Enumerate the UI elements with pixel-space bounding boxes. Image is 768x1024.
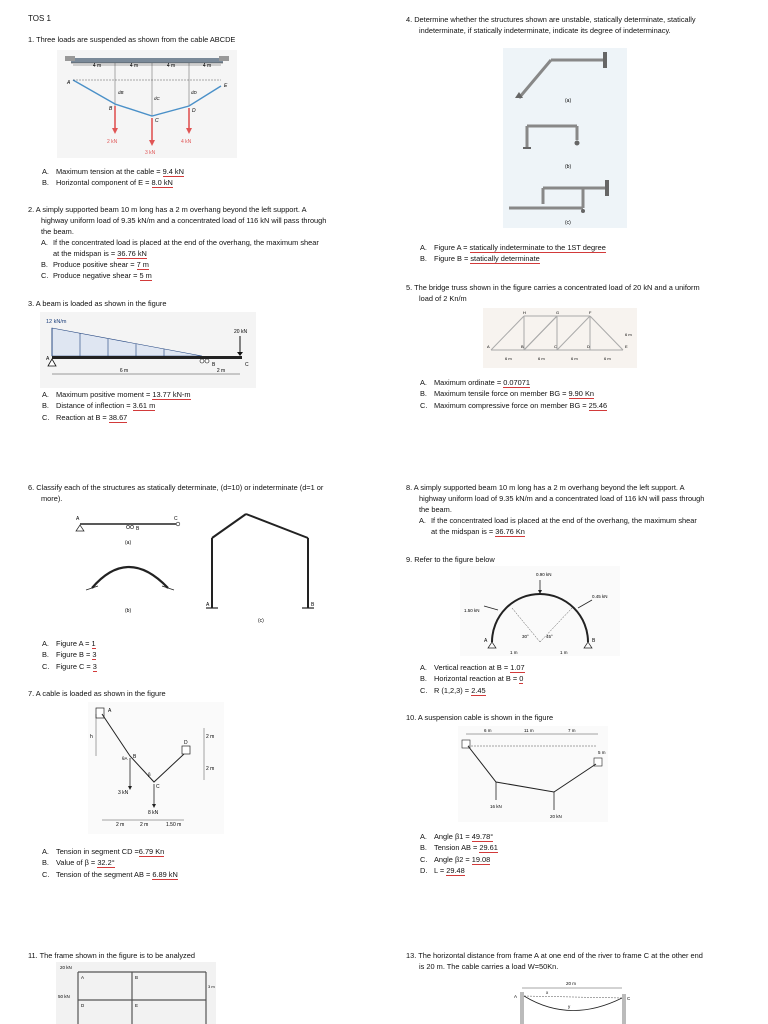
q10-d3: 7 m bbox=[568, 728, 576, 733]
question-5-answers bbox=[420, 377, 607, 411]
q5-point-b: B bbox=[521, 344, 524, 349]
question-13-figure bbox=[510, 978, 634, 1024]
q6-label-a: (a) bbox=[125, 540, 132, 546]
q1-point-a: A bbox=[67, 80, 71, 86]
q9-answer-b: B. Horizontal reaction at B = 0 bbox=[420, 674, 524, 684]
question-3-answers bbox=[42, 389, 191, 423]
question-1-answers bbox=[42, 166, 184, 189]
q8-prompt-line-3: the beam. bbox=[419, 505, 452, 514]
q6-point-b: B bbox=[136, 526, 140, 532]
q11-point-b: B bbox=[135, 975, 139, 980]
q3-load-w: 12 kN/m bbox=[46, 319, 67, 325]
q10-answer-a: A. Angle β1 = 49.78° bbox=[420, 832, 494, 841]
q5-point-a: A bbox=[487, 344, 490, 349]
q3-load-p: 20 kN bbox=[234, 329, 248, 335]
question-9-answers bbox=[420, 662, 525, 696]
q1-point-b: B bbox=[109, 106, 113, 112]
q3-point-b: B bbox=[212, 362, 216, 368]
q5-panel-4: 6 m bbox=[604, 356, 611, 361]
q3-span-1: 6 m bbox=[119, 368, 129, 374]
question-7-figure bbox=[88, 702, 224, 834]
q4-label-b: (b) bbox=[565, 164, 572, 170]
question-9-prompt: 9. Refer to the figure below bbox=[406, 555, 495, 564]
q13-span: 20 m bbox=[566, 981, 577, 986]
question-4-answers bbox=[420, 242, 606, 265]
question-9-figure bbox=[460, 566, 620, 656]
question-8 bbox=[406, 482, 751, 537]
q5-point-e: E bbox=[625, 344, 628, 349]
question-3-figure bbox=[40, 312, 256, 388]
question-11-figure bbox=[56, 962, 216, 1024]
q6-frame-a: A bbox=[206, 602, 210, 608]
q5-point-c: C bbox=[554, 344, 557, 349]
q9-ang1: 30° bbox=[522, 634, 529, 639]
question-10-prompt: 10. A suspension cable is shown in the figure bbox=[406, 713, 554, 722]
q9-point-b: B bbox=[592, 638, 596, 644]
q5-point-d: D bbox=[587, 344, 590, 349]
q9-answer-a: A. Vertical reaction at B = 1.07 bbox=[420, 663, 525, 672]
q4-label-c: (c) bbox=[565, 220, 571, 226]
q3-point-c: C bbox=[245, 362, 249, 368]
q7-beta: β bbox=[148, 772, 151, 777]
q13-point-a: A bbox=[514, 994, 518, 999]
q3-span-2: 2 m bbox=[216, 368, 226, 374]
q1-answer-a: A. Maximum tension at the cable = 9.4 kN bbox=[42, 167, 184, 176]
q10-h: 5 m bbox=[598, 750, 606, 755]
q10-d1: 6 m bbox=[484, 728, 492, 733]
q6-prompt-line-2: more). bbox=[41, 494, 63, 503]
question-1-prompt: 1. Three loads are suspended as shown from the cable ABCDE bbox=[28, 35, 236, 44]
q13-prompt-line-2: is 20 m. The cable carries a load W=50Kn. bbox=[419, 962, 559, 971]
q7-point-c: C bbox=[156, 784, 160, 790]
q7-answer-b: B. Value of β = 32.2° bbox=[42, 858, 115, 868]
q4-prompt-line-2: indeterminate, if statically indeterminate, indicate its degree of indeterminacy. bbox=[419, 26, 671, 35]
q11-point-e: E bbox=[135, 1003, 139, 1008]
q11-point-d: D bbox=[81, 1003, 85, 1008]
q5-answer-b: B. Maximum tensile force on member BG = 9.90 Kn bbox=[420, 389, 594, 399]
q13-prompt-line-1: 13. The horizontal distance from frame A at one end of the river to frame C at the other end bbox=[406, 951, 703, 960]
q3-answer-b: B. Distance of inflection = 3.61 m bbox=[42, 401, 156, 411]
q6-label-c: (c) bbox=[258, 618, 264, 624]
q7-point-a: A bbox=[108, 708, 112, 714]
q7-load-c: 8 kN bbox=[148, 810, 159, 816]
q5-point-f: F bbox=[589, 310, 592, 315]
q8-prompt-line-1: 8. A simply supported beam 10 m long has a 2 m overhang beyond the left support. A bbox=[406, 483, 685, 492]
q7-dim-h3: 1.50 m bbox=[166, 822, 182, 828]
q10-load-1: 16 kN bbox=[490, 804, 502, 809]
q8-answer-a: A. If the concentrated load is placed at the end of the overhang, the maximum shear bbox=[419, 516, 697, 525]
q11-load-2: 50 kN bbox=[58, 994, 70, 999]
q4-prompt-line-1: 4. Determine whether the structures shown are unstable, statically determinate, statically bbox=[406, 15, 696, 24]
q5-point-g: G bbox=[556, 310, 560, 315]
q1-point-d: D bbox=[192, 108, 196, 114]
document-title: TOS 1 bbox=[28, 14, 51, 23]
q1-point-e: E bbox=[224, 83, 228, 89]
q7-point-b: B bbox=[133, 754, 137, 760]
q1-dim-3: 4 m bbox=[166, 63, 176, 69]
question-3-prompt: 3. A beam is loaded as shown in the figure bbox=[28, 299, 167, 308]
q7-dim-v2: 2 m bbox=[206, 766, 215, 772]
question-5-figure bbox=[483, 308, 637, 368]
question-10-answers bbox=[420, 831, 498, 877]
q5-prompt-line-2: load of 2 Kn/m bbox=[419, 294, 467, 303]
q1-answer-b: B. Horizontal component of E = 8.0 kN bbox=[42, 178, 173, 188]
q2-prompt-line-2: highway uniform load of 9.35 kN/m and a concentrated load of 116 kN will pass through bbox=[41, 216, 327, 225]
q6-answer-a: A. Figure A = 1 bbox=[42, 639, 96, 648]
q11-load-1: 20 kN bbox=[60, 965, 72, 970]
q1-dim-2: 4 m bbox=[129, 63, 139, 69]
q13-x: x bbox=[546, 990, 549, 995]
question-11-prompt: 11. The frame shown in the figure is to be analyzed bbox=[28, 951, 195, 960]
q6-prompt-line-1: 6. Classify each of the structures as statically determinate, (d=10) or indeterminate (d=1 or bbox=[28, 483, 324, 492]
q3-answer-a: A. Maximum positive moment = 13.77 kN-m bbox=[42, 390, 191, 399]
question-7-answers bbox=[42, 846, 178, 880]
question-2 bbox=[28, 204, 370, 281]
q6-answer-c: C. Figure C = 3 bbox=[42, 661, 97, 671]
q5-panel-3: 6 m bbox=[571, 356, 578, 361]
q1-sag-b: dB bbox=[118, 90, 124, 95]
q2-prompt-line-3: the beam. bbox=[41, 227, 74, 236]
question-5-prompt bbox=[406, 282, 751, 304]
q2-answer-a: A. If the concentrated load is placed at the end of the overhang, the maximum shear bbox=[41, 238, 319, 247]
q1-load-d: 4 kN bbox=[181, 139, 192, 145]
question-1-figure bbox=[57, 50, 237, 158]
q9-load-left: 1.50 kN bbox=[464, 608, 480, 613]
q10-answer-d: D. L = 29.48 bbox=[420, 866, 465, 876]
q9-span-2: 1 m bbox=[560, 650, 568, 655]
q1-point-c: C bbox=[155, 118, 159, 124]
q10-answer-c: C. Angle β2 = 19.08 bbox=[420, 854, 491, 864]
question-6-answers bbox=[42, 638, 97, 672]
q2-answer-c: C. Produce negative shear = 5 m bbox=[41, 271, 152, 280]
q2-prompt-line-1: 2. A simply supported beam 10 m long has a 2 m overhang beyond the left support. A bbox=[28, 205, 307, 214]
q11-h: 3 m bbox=[208, 984, 215, 989]
q5-prompt-line-1: 5. The bridge truss shown in the figure carries a concentrated load of 20 kN and a uniform bbox=[406, 283, 700, 292]
q7-answer-a: A. Tension in segment CD =6.79 Kn bbox=[42, 847, 165, 856]
q9-load-right: 0.45 kN bbox=[592, 594, 608, 599]
q5-height: 6 m bbox=[625, 332, 632, 337]
q4-answer-a: A. Figure A = statically indeterminate to the 1ST degree bbox=[420, 243, 606, 252]
q2-answer-a-cont: at the midspan is = 36.76 kN bbox=[53, 249, 147, 258]
q1-load-c: 3 kN bbox=[145, 150, 156, 156]
q8-prompt-line-2: highway uniform load of 9.35 kN/m and a concentrated load of 116 kN will pass through bbox=[419, 494, 705, 503]
q9-load-top: 0.90 kN bbox=[536, 572, 552, 577]
question-6-prompt bbox=[28, 482, 373, 504]
q11-point-a: A bbox=[81, 975, 85, 980]
question-7-prompt: 7. A cable is loaded as shown in the figure bbox=[28, 689, 166, 698]
q5-panel-2: 6 m bbox=[538, 356, 545, 361]
q9-span-1: 1 m bbox=[510, 650, 518, 655]
q6-frame-b: B bbox=[311, 602, 315, 608]
question-6-figure bbox=[70, 508, 330, 630]
q5-panel-1: 6 m bbox=[505, 356, 512, 361]
q8-answer-a-cont: at the midspan is = 36.76 Kn bbox=[431, 527, 525, 536]
q5-answer-a: A. Maximum ordinate = 0.07071 bbox=[420, 378, 530, 387]
q6-point-c: C bbox=[174, 516, 178, 522]
q9-ang2: 45° bbox=[546, 634, 553, 639]
q7-h: h bbox=[90, 734, 93, 740]
question-10-figure bbox=[458, 726, 608, 822]
q5-answer-c: C. Maximum compressive force on member BG = 25.46 bbox=[420, 400, 608, 410]
q10-answer-b: B. Tension AB = 29.61 bbox=[420, 843, 498, 853]
q6-point-a: A bbox=[76, 516, 80, 522]
q6-answer-b: B. Figure B = 3 bbox=[42, 650, 97, 660]
q3-answer-c: C. Reaction at B = 38.67 bbox=[42, 412, 128, 422]
q10-d2: 11 m bbox=[524, 728, 534, 733]
q1-sag-d: dD bbox=[191, 90, 197, 95]
q7-load-b: 3 kN bbox=[118, 790, 129, 796]
q1-sag-c: dC bbox=[154, 96, 160, 101]
q9-answer-c: C. R (1,2,3) = 2.45 bbox=[420, 685, 486, 695]
q13-y: y bbox=[568, 1004, 571, 1009]
q7-answer-c: C. Tension of the segment AB = 6.89 kN bbox=[42, 869, 178, 879]
q3-point-a: A bbox=[46, 356, 50, 362]
q1-load-b: 2 kN bbox=[107, 139, 118, 145]
q13-point-c: C bbox=[627, 996, 631, 1001]
q7-dim-h2: 2 m bbox=[140, 822, 149, 828]
q7-dim-v1: 2 m bbox=[206, 734, 215, 740]
question-4-figure bbox=[503, 48, 627, 228]
q7-dim-h1: 2 m bbox=[116, 822, 125, 828]
q7-point-d: D bbox=[184, 740, 188, 746]
q7-theta: θA bbox=[122, 756, 128, 761]
q2-answer-b: B. Produce positive shear = 7 m bbox=[41, 260, 149, 269]
question-13-prompt bbox=[406, 950, 751, 972]
q4-label-a: (a) bbox=[565, 98, 572, 104]
q5-point-h: H bbox=[523, 310, 526, 315]
q4-answer-b: B. Figure B = statically determinate bbox=[420, 254, 540, 264]
q10-load-2: 20 kN bbox=[550, 814, 562, 819]
q1-dim-4: 4 m bbox=[202, 63, 212, 69]
q1-dim-1: 4 m bbox=[92, 63, 102, 69]
q9-point-a: A bbox=[484, 638, 488, 644]
q6-label-b: (b) bbox=[125, 608, 132, 614]
question-4-prompt bbox=[406, 14, 751, 36]
